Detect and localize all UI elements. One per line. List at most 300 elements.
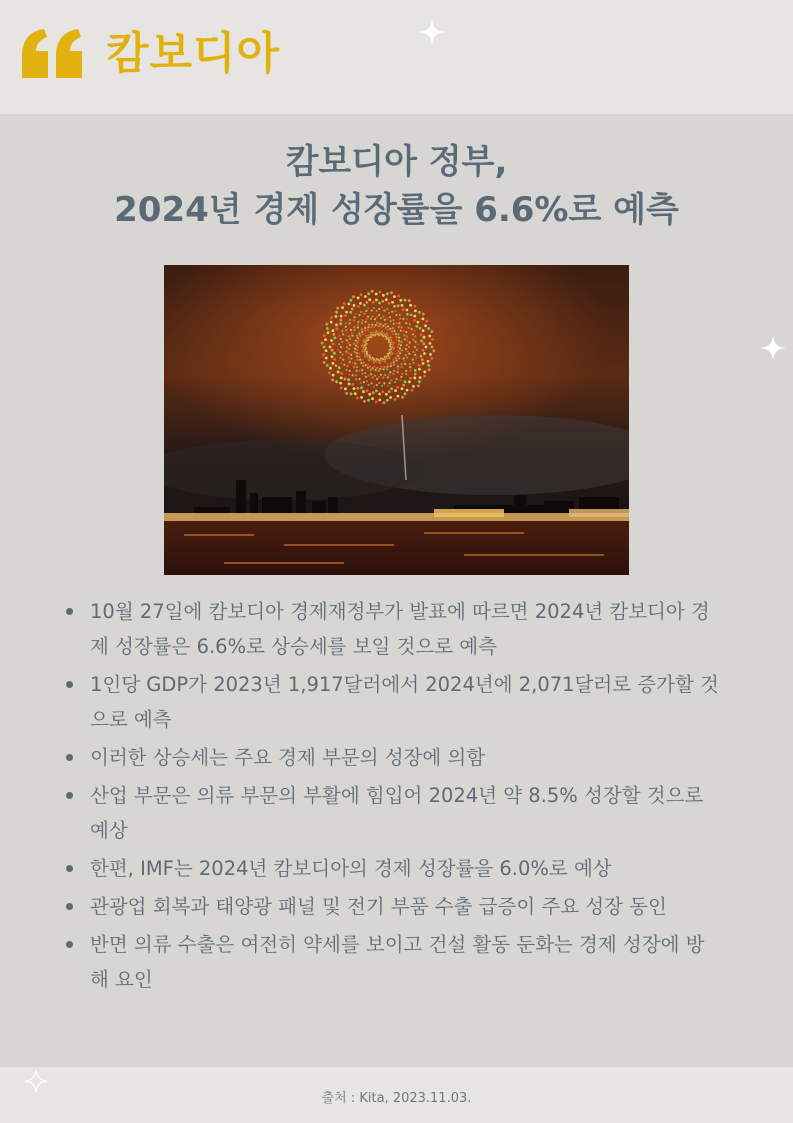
firework-spark <box>376 378 378 380</box>
list-item <box>62 889 722 924</box>
firework-spark <box>363 381 365 383</box>
firework-spark <box>397 350 399 352</box>
firework-spark <box>352 374 354 376</box>
firework-spark <box>401 349 403 351</box>
firework-spark <box>348 348 350 350</box>
firework-spark <box>387 329 389 331</box>
firework-spark <box>401 387 404 390</box>
firework-spark <box>401 326 403 328</box>
firework-spark <box>379 362 381 364</box>
firework-spark <box>321 342 324 345</box>
firework-spark <box>370 334 372 336</box>
firework-spark <box>350 299 353 302</box>
firework-spark <box>362 343 364 345</box>
firework-spark <box>390 365 392 367</box>
firework-spark <box>330 339 333 342</box>
firework-spark <box>357 321 359 323</box>
firework-spark <box>332 374 335 377</box>
firework-spark <box>360 293 363 296</box>
firework-spark <box>413 377 416 380</box>
firework-spark <box>331 349 334 352</box>
firework-spark <box>344 314 347 317</box>
firework-spark <box>342 353 344 355</box>
firework-spark <box>405 373 407 375</box>
title-line-1: 캄보디아 정부, <box>285 142 508 182</box>
firework-spark <box>394 389 397 392</box>
firework-spark <box>418 368 421 371</box>
firework-spark <box>375 299 378 302</box>
firework-spark <box>386 317 388 319</box>
firework-spark <box>371 397 374 400</box>
firework-spark <box>331 355 334 358</box>
firework-spark <box>388 355 390 357</box>
firework-spark <box>414 369 417 372</box>
firework-spark <box>392 359 394 361</box>
firework-spark <box>339 382 342 385</box>
firework-spark <box>340 346 342 348</box>
firework-spark <box>392 352 394 354</box>
firework-spark <box>378 302 381 305</box>
firework-spark <box>353 343 355 345</box>
firework-spark <box>396 353 398 355</box>
firework-spark <box>367 363 369 365</box>
firework-spark <box>395 357 397 359</box>
firework-spark <box>396 339 398 341</box>
firework-spark <box>398 326 400 328</box>
firework-spark <box>335 380 338 383</box>
firework-spark <box>384 356 386 358</box>
firework-spark <box>360 362 362 364</box>
firework-spark <box>397 365 399 367</box>
firework-spark <box>368 359 370 361</box>
firework-spark <box>399 314 401 316</box>
firework-spark <box>367 367 369 369</box>
firework-spark <box>353 351 355 353</box>
firework-spark <box>384 360 386 362</box>
firework-spark <box>406 335 408 337</box>
firework-spark <box>356 387 359 390</box>
firework-spark <box>371 324 373 326</box>
firework-spark <box>398 357 400 359</box>
firework-spark <box>415 341 417 343</box>
firework-spark <box>409 323 411 325</box>
firework-spark <box>389 382 391 384</box>
sparkle-icon <box>419 19 445 45</box>
firework-spark <box>355 344 357 346</box>
firework-spark <box>335 364 338 367</box>
firework-spark <box>387 376 389 378</box>
firework-spark <box>351 383 354 386</box>
list-item-text: 관광업 회복과 태양광 패널 및 전기 부품 수출 급증이 주요 성장 동인 <box>90 895 667 918</box>
firework-spark <box>328 371 331 374</box>
firework-spark <box>395 333 397 335</box>
firework-spark <box>364 338 366 340</box>
firework-spark <box>357 305 360 308</box>
firework-spark <box>406 344 408 346</box>
firework-spark <box>404 363 406 365</box>
firework-spark <box>423 336 426 339</box>
firework-spark <box>325 357 328 360</box>
firework-spark <box>388 337 390 339</box>
firework-spark <box>368 354 370 356</box>
firework-spark <box>392 373 394 375</box>
firework-spark <box>383 310 385 312</box>
firework-spark <box>364 372 366 374</box>
firework-spark <box>413 305 416 308</box>
firework-spark <box>358 339 360 341</box>
firework-spark <box>392 327 394 329</box>
firework-spark <box>389 396 392 399</box>
firework-spark <box>371 310 373 312</box>
firework-spark <box>388 357 390 359</box>
firework-spark <box>364 353 366 355</box>
firework-spark <box>410 314 413 317</box>
firework-spark <box>390 341 392 343</box>
firework-spark <box>362 365 364 367</box>
firework-spark <box>361 319 363 321</box>
firework-spark <box>383 401 386 404</box>
firework-spark <box>395 314 397 316</box>
firework-spark <box>416 349 418 351</box>
firework-spark <box>401 366 403 368</box>
firework-spark <box>376 316 378 318</box>
firework-spark <box>339 319 342 322</box>
firework-spark <box>406 309 409 312</box>
firework-spark <box>363 313 365 315</box>
list-item <box>62 851 722 886</box>
firework-spark <box>323 361 326 364</box>
firework-spark <box>383 332 385 334</box>
firework-spark <box>402 318 404 320</box>
firework-spark <box>361 322 363 324</box>
firework-spark <box>350 392 353 395</box>
firework-spark <box>378 382 380 384</box>
firework-spark <box>370 369 372 371</box>
firework-spark <box>387 363 389 365</box>
firework-spark <box>372 376 374 378</box>
firework-spark <box>345 311 348 314</box>
firework-spark <box>386 356 388 358</box>
firework-spark <box>367 326 369 328</box>
firework-spark <box>374 318 376 320</box>
firework-spark <box>389 316 391 318</box>
firework-spark <box>383 366 385 368</box>
firework-spark <box>406 357 408 359</box>
firework-spark <box>380 326 382 328</box>
firework-spark <box>362 390 365 393</box>
firework-spark <box>400 376 402 378</box>
firework-spark <box>425 346 428 349</box>
firework-spark <box>420 340 423 343</box>
firework-spark <box>332 343 335 346</box>
firework-spark <box>364 295 367 298</box>
firework-spark <box>370 373 372 375</box>
firework-spark <box>373 386 375 388</box>
firework-spark <box>387 353 389 355</box>
firework-spark <box>408 353 410 355</box>
firework-spark <box>422 362 425 365</box>
firework-spark <box>362 359 364 361</box>
firework-spark <box>340 372 343 375</box>
firework-spark <box>331 379 334 382</box>
firework-spark <box>355 313 357 315</box>
firework-spark <box>350 358 352 360</box>
firework-spark <box>412 385 415 388</box>
double-quote-icon <box>20 28 84 80</box>
firework-spark <box>379 360 381 362</box>
firework-spark <box>342 359 344 361</box>
firework-spark <box>330 317 333 320</box>
firework-spark <box>371 382 373 384</box>
firework-spark <box>357 326 359 328</box>
firework-spark <box>354 362 356 364</box>
firework-spark <box>430 357 433 360</box>
firework-spark <box>381 385 383 387</box>
firework-spark <box>373 307 375 309</box>
firework-spark <box>405 348 407 350</box>
page-title <box>0 138 793 234</box>
firework-spark <box>365 376 367 378</box>
bullet-dot <box>66 792 73 799</box>
firework-spark <box>364 329 366 331</box>
firework-spark <box>366 318 368 320</box>
firework-spark <box>399 352 401 354</box>
list-item <box>62 740 722 775</box>
firework-spark <box>427 364 430 367</box>
firework-spark <box>415 357 417 359</box>
firework-spark <box>356 397 359 400</box>
firework-spark <box>371 360 373 362</box>
firework-spark <box>341 306 344 309</box>
firework-spark <box>388 349 390 351</box>
bullet-dot <box>66 681 73 688</box>
firework-spark <box>368 324 370 326</box>
firework-spark <box>391 311 393 313</box>
firework-spark <box>380 374 382 376</box>
firework-spark <box>335 324 338 327</box>
firework-spark <box>413 315 416 318</box>
firework-spark <box>379 291 382 294</box>
firework-spark <box>414 373 417 376</box>
firework-spark <box>396 386 399 389</box>
firework-spark <box>404 338 406 340</box>
firework-spark <box>402 330 404 332</box>
list-item <box>62 594 722 664</box>
firework-spark <box>388 341 390 343</box>
list-item-text: 반면 의류 수출은 여전히 약세를 보이고 건설 활동 둔화는 경제 성장에 방해 요인 <box>90 933 705 991</box>
firework-spark <box>409 304 412 307</box>
firework-spark <box>386 333 388 335</box>
firework-spark <box>393 361 395 363</box>
firework-spark <box>348 335 350 337</box>
firework-spark <box>392 342 394 344</box>
firework-spark <box>376 384 378 386</box>
firework-spark <box>397 346 399 348</box>
firework-spark <box>394 310 396 312</box>
firework-spark <box>359 382 361 384</box>
firework-spark <box>336 307 339 310</box>
firework-spark <box>370 318 372 320</box>
firework-spark <box>427 327 430 330</box>
firework-spark <box>427 360 430 363</box>
firework-spark <box>388 339 390 341</box>
firework-spark <box>360 396 363 399</box>
firework-spark <box>393 305 396 308</box>
firework-spark <box>388 302 391 305</box>
firework-spark <box>386 292 389 295</box>
firework-spark <box>404 392 407 395</box>
firework-spark <box>397 395 400 398</box>
firework-spark <box>374 375 376 377</box>
firework-spark <box>354 392 357 395</box>
firework-spark <box>378 314 380 316</box>
firework-spark <box>355 340 357 342</box>
firework-spark <box>376 361 378 363</box>
firework-spark <box>353 304 356 307</box>
firework-spark <box>356 349 358 351</box>
firework-spark <box>356 366 358 368</box>
firework-spark <box>372 334 374 336</box>
firework-spark <box>412 359 414 361</box>
firework-spark <box>400 344 402 346</box>
firework-spark <box>357 359 359 361</box>
firework-spark <box>353 319 355 321</box>
firework-spark <box>393 323 395 325</box>
firework-spark <box>392 319 394 321</box>
firework-spark <box>337 349 339 351</box>
firework-spark <box>375 369 377 371</box>
firework-spark <box>330 321 333 324</box>
firework-spark <box>431 338 434 341</box>
firework-spark <box>349 322 351 324</box>
firework-spark <box>403 357 405 359</box>
firework-spark <box>412 333 414 335</box>
firework-spark <box>370 358 372 360</box>
firework-spark <box>364 355 366 357</box>
firework-spark <box>361 345 363 347</box>
firework-spark <box>332 329 335 332</box>
firework-spark <box>388 312 390 314</box>
firework-spark <box>397 368 399 370</box>
firework-spark <box>340 315 343 318</box>
firework-spark <box>362 350 364 352</box>
firework-spark <box>351 335 353 337</box>
firework-spark <box>404 299 407 302</box>
firework-spark <box>406 318 408 320</box>
firework-spark <box>368 298 371 301</box>
firework-spark <box>400 363 402 365</box>
firework-spark <box>325 323 328 326</box>
firework-spark <box>364 351 366 353</box>
firework-spark <box>348 357 350 359</box>
firework-spark <box>389 371 391 373</box>
firework-spark <box>409 363 411 365</box>
firework-spark <box>333 358 336 361</box>
firework-spark <box>366 380 368 382</box>
firework-spark <box>392 344 394 346</box>
firework-spark <box>365 364 367 366</box>
firework-spark <box>363 304 366 307</box>
firework-spark <box>349 319 351 321</box>
firework-spark <box>372 332 374 334</box>
firework-spark <box>363 400 366 403</box>
firework-spark <box>358 314 360 316</box>
firework-spark <box>392 333 394 335</box>
list-item-text: 산업 부문은 의류 부문의 부활에 힘입어 2024년 약 8.5% 성장할 것으로 예상 <box>90 784 704 842</box>
firework-spark <box>409 377 412 380</box>
sparkle-icon <box>760 335 786 361</box>
firework-spark <box>406 340 408 342</box>
firework-spark <box>367 316 369 318</box>
firework-spark <box>382 358 384 360</box>
firework-spark <box>380 317 382 319</box>
firework-spark <box>402 308 405 311</box>
firework-spark <box>367 307 369 309</box>
firework-spark <box>420 355 423 358</box>
firework-spark <box>399 347 401 349</box>
firework-spark <box>368 374 370 376</box>
firework-spark <box>346 339 348 341</box>
firework-spark <box>385 326 387 328</box>
firework-spark <box>423 371 426 374</box>
firework-spark <box>401 396 404 399</box>
firework-spark <box>387 325 389 327</box>
list-item <box>62 778 722 848</box>
firework-spark <box>406 389 409 392</box>
firework-spark <box>378 308 380 310</box>
firework-spark <box>386 399 389 402</box>
brand-title: 캄보디아 <box>106 28 281 79</box>
firework-spark <box>364 349 366 351</box>
firework-spark <box>354 348 356 350</box>
firework-spark <box>386 358 388 360</box>
firework-spark <box>373 361 375 363</box>
firework-spark <box>387 335 389 337</box>
firework-spark <box>382 294 385 297</box>
firework-spark <box>415 325 418 328</box>
firework-spark <box>358 332 360 334</box>
firework-spark <box>325 349 328 352</box>
firework-spark <box>422 313 425 316</box>
firework-spark <box>422 318 425 321</box>
firework-spark <box>348 383 351 386</box>
firework-spark <box>431 346 434 349</box>
firework-spark <box>383 368 385 370</box>
firework-spark <box>390 320 392 322</box>
firework-spark <box>370 332 372 334</box>
firework-spark <box>366 301 369 304</box>
firework-spark <box>376 358 378 360</box>
firework-spark <box>393 364 395 366</box>
firework-spark <box>384 319 386 321</box>
firework-spark <box>380 358 382 360</box>
firework-spark <box>358 370 360 372</box>
firework-spark <box>401 373 403 375</box>
firework-spark <box>414 310 417 313</box>
firework-spark <box>375 324 377 326</box>
firework-spark <box>372 301 375 304</box>
firework-spark <box>382 315 384 317</box>
firework-spark <box>367 329 369 331</box>
firework-spark <box>409 369 411 371</box>
firework-spark <box>418 364 421 367</box>
firework-spark <box>399 318 401 320</box>
firework-spark <box>409 341 411 343</box>
firework-spark <box>412 338 414 340</box>
firework-spark <box>403 360 405 362</box>
firework-spark <box>419 376 422 379</box>
list-item-text: 이러한 상승세는 주요 경제 부문의 성장에 의함 <box>90 746 486 769</box>
